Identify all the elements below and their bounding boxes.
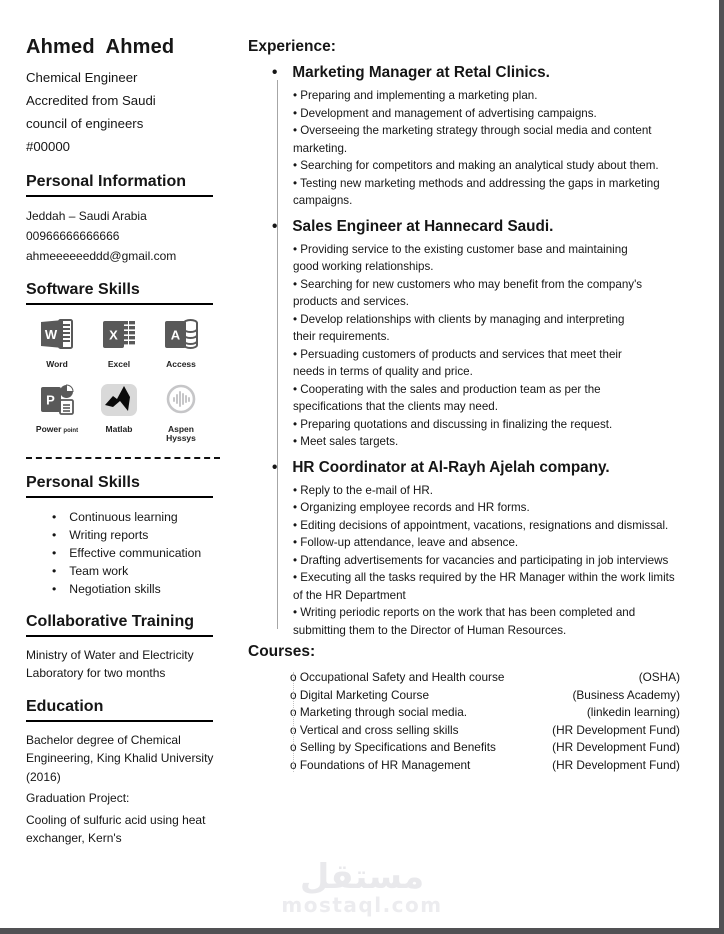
excel-icon <box>99 317 139 353</box>
timeline-line <box>277 80 278 629</box>
job-bullet: • Testing new marketing methods and addressing the gaps in marketing <box>293 175 721 193</box>
powerpoint-icon <box>37 382 77 418</box>
course-provider: (HR Development Fund) <box>552 757 680 772</box>
software-skills-grid <box>26 317 212 444</box>
aspen-hyssys-icon <box>161 382 201 418</box>
job-bullet-cont: good working relationships. <box>293 260 434 273</box>
job-bullet: • Develop relationships with clients by managing and interpreting <box>293 311 721 329</box>
job-title: • Sales Engineer at Hannecard Saudi. <box>248 218 724 236</box>
headline-line: Accredited from Saudi <box>26 93 156 108</box>
job-bullet: • Providing service to the existing customer base and maintaining <box>293 241 721 259</box>
person-headline <box>26 66 226 158</box>
job-title: • HR Coordinator at Al-Rayh Ajelah company. <box>248 459 724 477</box>
job-bullet: • Meet sales targets. <box>293 433 721 451</box>
job-bullet: • Drafting advertisements for vacancies and participating in job interviews <box>293 552 721 570</box>
job-bullet: • Editing decisions of appointment, vacations, resignations and dismissal. <box>293 517 721 535</box>
software-skill-label: Excel <box>107 359 131 369</box>
course-row <box>290 687 680 705</box>
software-skill-matlab <box>88 382 150 444</box>
course-name: o Digital Marketing Course <box>290 687 429 705</box>
person-name: Ahmed Ahmed <box>26 36 175 58</box>
job-bullet: • Overseeing the marketing strategy through social media and content <box>293 122 721 140</box>
software-skill-label: Aspen Hyssys <box>166 423 196 443</box>
software-skill-label: Access <box>166 359 196 369</box>
dashed-divider <box>26 457 220 459</box>
education-project-label: Graduation Project: <box>26 791 130 805</box>
watermark-domain: mostaql.com <box>281 893 443 917</box>
job-hr-coordinator <box>248 459 724 640</box>
svg-text:A: A <box>170 327 181 343</box>
job-bullet: • Searching for new customers who may benefit from the company's <box>293 276 721 294</box>
course-row <box>290 669 680 687</box>
job-bullet-cont: needs in terms of quality and price. <box>293 365 473 378</box>
software-skill-access <box>150 317 212 370</box>
job-bullet-cont: submitting them to the Director of Human Resources. <box>293 623 567 637</box>
heading-personal-information: Personal Information <box>26 173 213 197</box>
course-name: o Vertical and cross selling skills <box>290 722 459 740</box>
job-bullet-list <box>293 482 721 640</box>
word-icon <box>37 317 77 353</box>
job-bullet-cont: marketing. <box>293 141 348 155</box>
matlab-icon <box>99 382 139 418</box>
headline-line: council of engineers <box>26 116 144 131</box>
contact-block <box>26 206 226 266</box>
job-bullet: • Preparing and implementing a marketing plan. <box>293 87 721 105</box>
job-bullet-cont: of the HR Department <box>293 588 406 602</box>
software-skill-label: Power point <box>35 423 79 434</box>
job-bullet: • Organizing employee records and HR forms. <box>293 499 721 517</box>
mostaql-watermark <box>0 857 724 917</box>
course-name: o Occupational Safety and Health course <box>290 669 504 687</box>
personal-skill-item: • Writing reports <box>52 526 226 544</box>
software-skill-powerpoint <box>26 382 88 444</box>
job-bullet-cont: campaigns. <box>293 194 353 207</box>
contact-email: ahmeeeeeeddd@gmail.com <box>26 249 177 263</box>
job-bullet: • Preparing quotations and discussing in finalizing the request. <box>293 416 721 434</box>
software-skill-excel <box>88 317 150 370</box>
course-provider: (HR Development Fund) <box>552 722 680 737</box>
svg-text:X: X <box>109 327 118 343</box>
course-row <box>290 704 680 722</box>
contact-location: Jeddah – Saudi Arabia <box>26 209 147 223</box>
course-provider: (OSHA) <box>638 670 680 684</box>
job-bullet: • Development and management of advertising campaigns. <box>293 105 721 123</box>
right-column <box>226 36 724 848</box>
job-bullet: • Writing periodic reports on the work that has been completed and <box>293 604 721 622</box>
education-project: Cooling of sulfuric acid using heat exchanger, Kern's <box>26 812 206 845</box>
personal-skill-item: • Team work <box>52 562 226 580</box>
course-row <box>290 722 680 740</box>
job-bullet-cont: specifications that the clients may need. <box>293 400 498 413</box>
heading-education: Education <box>26 698 213 722</box>
personal-skill-item: • Continuous learning <box>52 508 226 526</box>
personal-skills-list <box>26 508 226 598</box>
job-bullet: • Persuading customers of products and services that meet their <box>293 346 721 364</box>
job-title: • Marketing Manager at Retal Clinics. <box>248 64 724 82</box>
watermark-arabic-logo: مستقل <box>299 857 425 897</box>
job-bullet: • Follow-up attendance, leave and absence. <box>293 534 721 552</box>
access-icon <box>161 317 201 353</box>
experience-list <box>248 64 724 639</box>
course-row <box>290 757 680 775</box>
job-bullet-list <box>293 241 721 451</box>
courses-list <box>290 669 680 775</box>
headline-line: Chemical Engineer <box>26 70 138 85</box>
course-provider: (linkedin learning) <box>586 705 680 720</box>
course-name: o Marketing through social media. <box>290 704 467 722</box>
heading-courses: Courses: <box>248 643 316 660</box>
job-bullet: • Reply to the e-mail of HR. <box>293 482 721 500</box>
job-bullet: • Executing all the tasks required by the HR Manager within the work limits <box>293 569 721 587</box>
job-bullet-list <box>293 87 721 210</box>
course-name: o Selling by Specifications and Benefits <box>290 739 496 757</box>
course-name: o Foundations of HR Management <box>290 757 470 775</box>
heading-collaborative-training: Collaborative Training <box>26 613 213 637</box>
job-bullet: • Searching for competitors and making an analytical study about them. <box>293 157 721 175</box>
course-provider: (HR Development Fund) <box>552 740 680 755</box>
svg-text:W: W <box>44 327 58 342</box>
left-column <box>26 36 226 848</box>
personal-skill-item: • Effective communication <box>52 544 226 562</box>
course-row <box>290 739 680 757</box>
software-skill-label: Word <box>46 359 68 369</box>
headline-line: #00000 <box>26 139 71 154</box>
job-sales-engineer <box>248 218 724 451</box>
svg-text:P: P <box>46 392 55 407</box>
software-skill-aspen-hyssys <box>150 382 212 444</box>
courses-section <box>248 643 724 775</box>
heading-software-skills: Software Skills <box>26 281 213 305</box>
job-bullet-cont: products and services. <box>293 295 409 308</box>
window-bottom-edge <box>0 928 724 934</box>
personal-skill-item: • Negotiation skills <box>52 580 226 598</box>
contact-phone: 00966666666666 <box>26 229 120 243</box>
software-skill-label: Matlab <box>105 423 133 434</box>
course-provider: (Business Academy) <box>572 687 680 702</box>
heading-personal-skills: Personal Skills <box>26 474 213 498</box>
heading-experience: Experience: <box>248 38 336 55</box>
job-marketing-manager <box>248 64 724 210</box>
collaborative-training-body: Ministry of Water and Electricity Laboratory for two months <box>26 647 194 680</box>
job-bullet-cont: their requirements. <box>293 330 390 343</box>
job-bullet: • Cooperating with the sales and production team as per the <box>293 381 721 399</box>
software-skill-word <box>26 317 88 370</box>
education-degree: Bachelor degree of Chemical Engineering, King Khalid University (2016) <box>26 732 214 784</box>
